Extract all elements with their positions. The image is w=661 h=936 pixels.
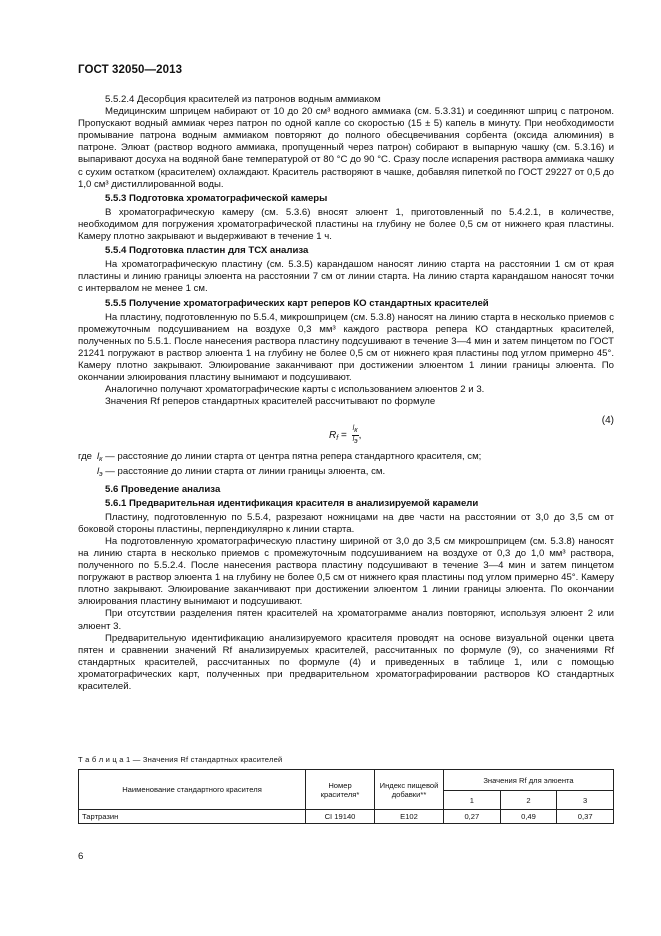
formula-numerator: [352, 425, 359, 436]
heading-561: 5.6.1 Предварительная идентификация красителя в анализируемой карамели: [105, 497, 479, 509]
col-header-eluent-1: 1: [444, 791, 501, 810]
definition-symbol: l: [97, 451, 100, 463]
col-header-eluent-2: 2: [500, 791, 557, 810]
formula-tail: ,: [358, 430, 362, 442]
cell-index: E102: [375, 810, 444, 824]
definition-sub: э: [99, 471, 103, 479]
cell-name: Тартразин: [79, 810, 306, 824]
formula-denominator: [352, 436, 359, 446]
formula-rf: [78, 411, 614, 451]
rf-values-table: [78, 769, 614, 824]
section-561-repeat: При отсутствии разделения пятен красителей на хроматограмме анализ повторяют, используя элюент 2 или элюент 3.: [78, 608, 614, 632]
cell-e1: 0,27: [444, 810, 501, 824]
section-555-eluents: Аналогично получают хроматографические карты с использованием элюентов 2 и 3.: [105, 384, 485, 396]
formula-lhs: R: [329, 430, 337, 442]
heading-553: 5.5.3 Подготовка хроматографической камеры: [105, 192, 328, 204]
document-body: [78, 94, 614, 693]
heading-554: 5.5.4 Подготовка пластин для ТСХ анализа: [105, 245, 309, 257]
definition-lk: [78, 451, 614, 466]
col-header-name: Наименование стандартного красителя: [79, 770, 306, 810]
page-number: 6: [78, 851, 84, 862]
section-553-body: В хроматографическую камеру (см. 5.3.6) вносят элюент 1, приготовленный по 5.4.2.1, в количестве, необходимом для погружения хроматографической пластины на глубину не более 0,5 см от нижнего края пластины. Камеру плотно закрывают и выдерживают в течение 1 ч.: [78, 206, 614, 243]
numerator-sub: к: [354, 427, 358, 435]
col-header-index: Индекс пищевой добавки**: [375, 770, 444, 810]
section-561-cut: Пластину, подготовленную по 5.5.4, разрезают ножницами на две части на расстоянии от 3,0 до 3,5 см от боковой стороны пластины, перпендикулярно к линии старта.: [78, 511, 614, 535]
formula-fraction: [352, 425, 359, 446]
definition-le: [78, 466, 614, 481]
heading-56: 5.6 Проведение анализа: [105, 483, 221, 495]
document-header: ГОСТ 32050—2013: [78, 64, 183, 76]
table-row: [79, 810, 614, 824]
definition-lead: где: [78, 451, 93, 463]
definition-text: — расстояние до линии старта от линии границы элюента, см.: [102, 466, 386, 478]
heading-555: 5.5.5 Получение хроматографических карт реперов КО стандартных красителей: [105, 297, 489, 309]
formula-definitions: [78, 451, 614, 481]
cell-e3: 0,37: [557, 810, 614, 824]
definition-symbol: l: [97, 466, 100, 478]
section-555-formula-intro: Значения Rf реперов стандартных красителей рассчитывают по формуле: [105, 396, 436, 408]
section-5524-body: Медицинским шприцем набирают от 10 до 20 см³ водного аммиака (см. 5.3.31) и соединяют шприц с патроном. Пропускают водный аммиак через патрон по одной капле со скоростью (15 ± 5) капель в минуту. При необходимости промывание патрона водным аммиаком повторяют до полного обесцвечивания сорбента (оксида алюминия) в патроне. Элюат (раствор водного аммиака, пропущенный через патрон) собирают в выпарную чашку (см. 5.3.16) и выпаривают досуха на водяной бане температурой от 80 °С до 90 °С. Сразу после испарения раствора аммиака чашку с сухим остатком (красителем) охлаждают. Краситель растворяют в чашке, добавляя пипеткой по ГОСТ 29227 от 0,5 до 1,0 см³ дистиллированной воды.: [78, 106, 614, 190]
definition-sub: к: [99, 456, 103, 464]
numerator-symbol: l: [352, 425, 355, 433]
section-561-apply: На подготовленную хроматографическую пластину шириной от 3,0 до 3,5 см микрошприцем (см. 5.3.8) наносят на линию старта в несколько приемов с промежуточным подсушиванием на воздухе от 0,3 до 1,0 мм³ раствора, полученного по 5.5.2.4. После нанесения раствора пластину подсушивают в течение 3—4 мин и затем пинцетом погружают в раствор элюента 1 на глубину не более 0,5 см от нижнего края пластины под углом примерно 45°. Камеру плотно закрывают. Элюирование заканчивают при достижении элюентом 1 линии границы элюента. По окончании элюирования пластину вынимают и подсушивают.: [78, 535, 614, 608]
col-header-values: Значения Rf для элюента: [444, 770, 614, 791]
formula-eq: =: [338, 430, 350, 442]
section-555-body: На пластину, подготовленную по 5.5.4, микрошприцем (см. 5.3.8) наносят на линию старта в несколько приемов с промежуточным подсушиванием на воздухе 0,3 мм³ каждого раствора репера КО стандартных красителей, полученных по 5.5.1. После нанесения раствора пластину подсушивают в течение 3—4 мин и затем пинцетом по ГОСТ 21241 погружают в раствор элюента 1 на глубину не более 0,5 см от нижнего края пластины под углом примерно 45°. Камеру плотно закрывают. Элюирование заканчивают при достижении элюентом 1 линии границы элюента. По окончании элюирования пластину вынимают и подсушивают.: [78, 311, 614, 384]
section-5524-title: 5.5.2.4 Десорбция красителей из патронов водным аммиаком: [105, 94, 381, 105]
formula-number: (4): [601, 415, 614, 427]
col-header-number: Номер красителя*: [306, 770, 375, 810]
denominator-symbol: l: [352, 436, 355, 444]
table-caption: Т а б л и ц а 1 — Значения Rf стандартных красителей: [78, 755, 283, 764]
cell-number: CI 19140: [306, 810, 375, 824]
section-561-identify: Предварительную идентификацию анализируемого красителя проводят на основе визуальной оценки цвета пятен и сравнении значений Rf анализируемых красителей, рассчитанных по формуле (9), со значениями Rf стандартных красителей, рассчитанных по формуле (4) и приведенных в таблице 1, или с помощью хроматографических карт, полученных при предварительном хроматографировании растворов КО стандартных красителей.: [78, 632, 614, 693]
col-header-eluent-3: 3: [557, 791, 614, 810]
formula-expression: [329, 425, 361, 446]
denominator-sub: э: [354, 438, 358, 446]
formula-lhs-sub: f: [336, 435, 339, 443]
section-554-body: На хроматографическую пластину (см. 5.3.5) карандашом наносят линию старта на расстоянии 1 см от края пластины и линию границы элюента на расстоянии 7 см от линии старта. На линию старта карандашом наносят точки с интервалом не менее 1 см.: [78, 259, 614, 295]
cell-e2: 0,49: [500, 810, 557, 824]
definition-text: — расстояние до линии старта от центра пятна репера стандартного красителя, см;: [102, 451, 482, 463]
table-header-row: [79, 770, 614, 791]
